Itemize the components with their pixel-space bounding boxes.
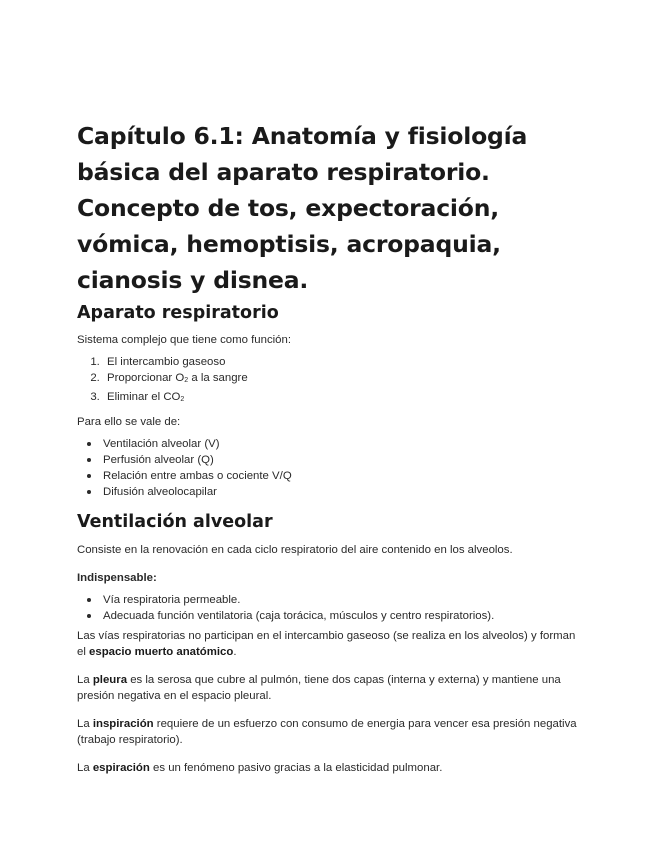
list-item: Perfusión alveolar (Q) (103, 452, 587, 468)
paragraph-vias-respiratorias: Las vías respiratorias no participan en el intercambio gaseoso (se realiza en los alveolos) y forman el espacio muerto anatómico. (77, 630, 576, 658)
list-item: 3. Eliminar el $CO_2$ (103, 389, 587, 408)
list-item: Vía respiratoria permeable. (103, 592, 587, 608)
list-item: 1. El intercambio gaseoso (103, 354, 587, 370)
section-intro: Sistema complejo que tiene como función: (77, 334, 292, 346)
section-heading-ventilacion-alveolar: Ventilación alveolar (77, 512, 273, 532)
chapter-title: Capítulo 6.1: Anatomía y fisiología básica del aparato respiratorio. Concepto de tos, expectoración, vómica, hemoptisis, acropaquia, cianosis y disnea. (77, 122, 528, 294)
list-item: 2. Proporcionar $O_2$ a la sangre (103, 370, 587, 389)
paragraph-pleura: La pleura es la serosa que cubre al pulmón, tiene dos capas (interna y externa) y mantiene una presión negativa en el espacio pleural. (77, 674, 561, 702)
section-heading-aparato-respiratorio: Aparato respiratorio (77, 303, 279, 323)
means-list (77, 436, 587, 500)
indispensable-label: Indispensable: (77, 572, 157, 584)
paragraph-inspiracion: La inspiración requiere de un esfuerzo con consumo de energia para vencer esa presión negativa (trabajo respiratorio). (77, 718, 577, 746)
paragraph-espiracion: La espiración es un fenómeno pasivo gracias a la elasticidad pulmonar. (77, 762, 443, 774)
functions-list (77, 354, 587, 408)
list-item: Relación entre ambas o cociente V/Q (103, 468, 587, 484)
list-item: Difusión alveolocapilar (103, 484, 587, 500)
document-page (77, 118, 587, 776)
ventilation-definition: Consiste en la renovación en cada ciclo respiratorio del aire contenido en los alveolos. (77, 544, 513, 556)
indispensable-list (77, 592, 587, 624)
means-intro: Para ello se vale de: (77, 416, 181, 428)
list-item: Adecuada función ventilatoria (caja torácica, músculos y centro respiratorios). (103, 608, 587, 624)
list-item: Ventilación alveolar (V) (103, 436, 587, 452)
